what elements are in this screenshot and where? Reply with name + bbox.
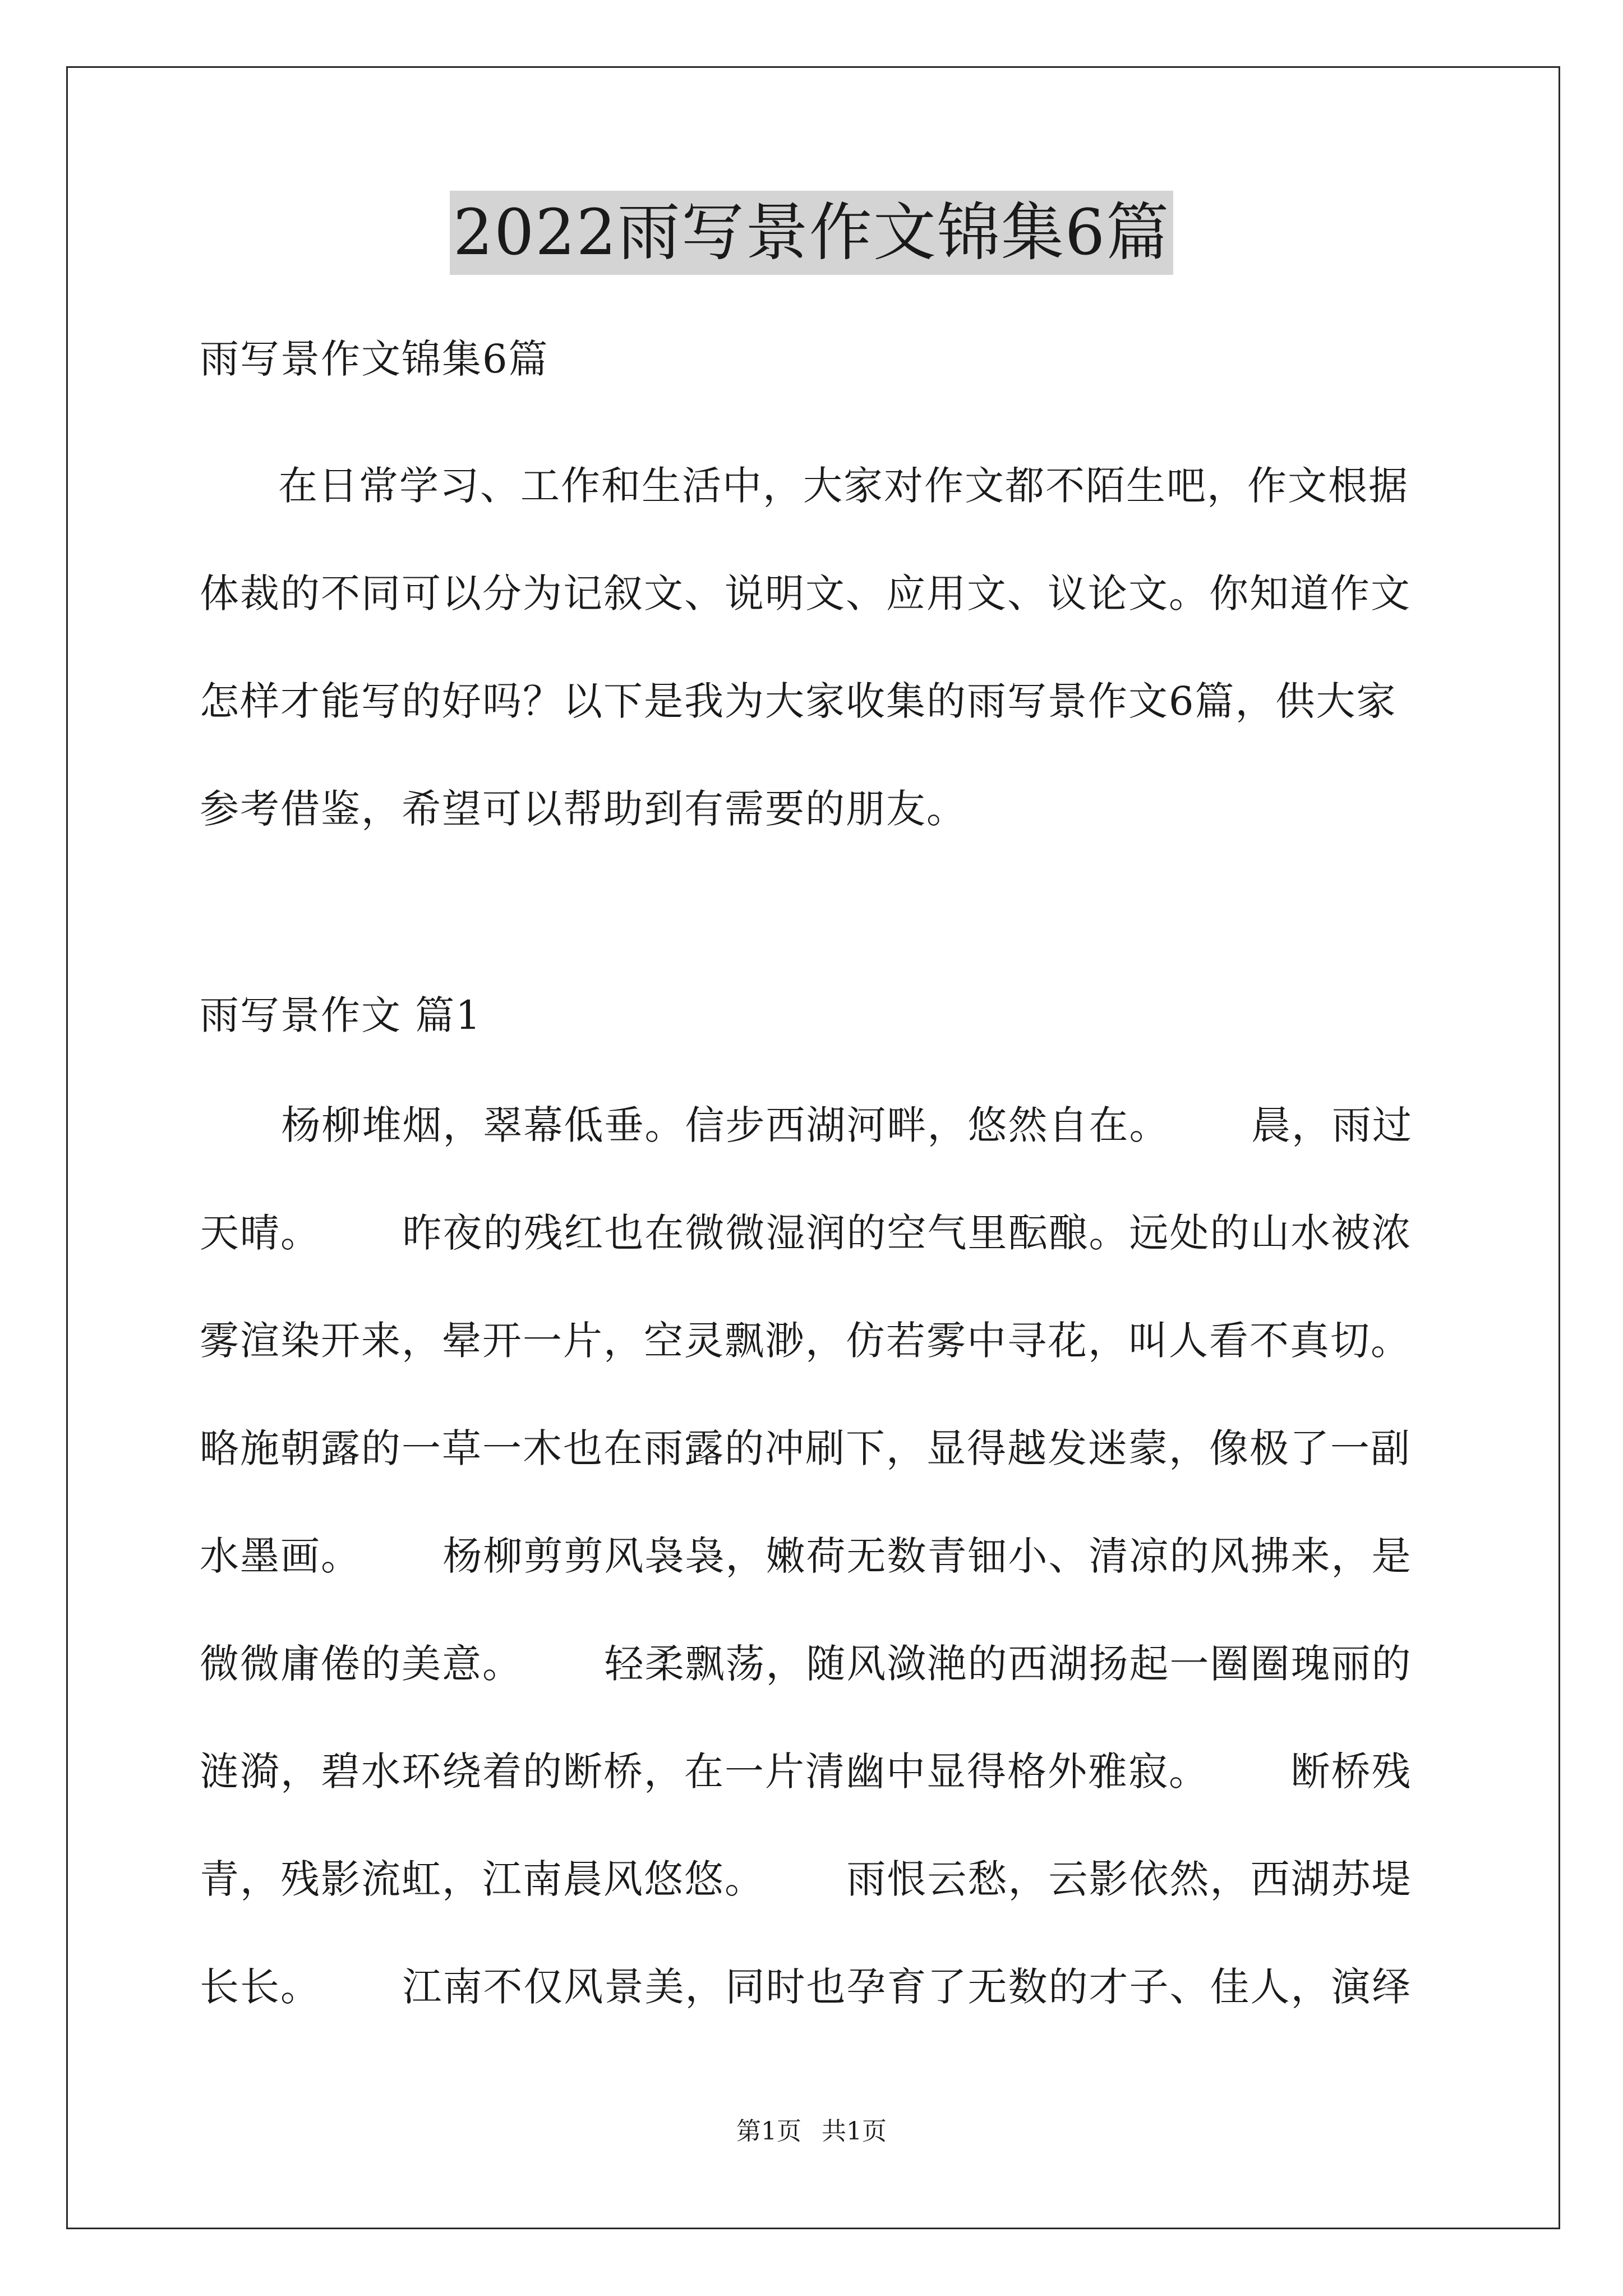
page-number-total: 共1页	[822, 2117, 887, 2146]
page-footer	[0, 2115, 1623, 2148]
intro-paragraph: 在日常学习、工作和生活中，大家对作文都不陌生吧，作文根据体裁的不同可以分为记叙文、说明文、应用文、议论文。你知道作文怎样才能写的好吗？以下是我为大家收集的雨写景作文6篇，供大家参考借鉴，希望可以帮助到有需要的朋友。	[200, 463, 1411, 832]
section-heading: 雨写景作文 篇1	[200, 992, 482, 1038]
page-number-current: 第1页	[736, 2117, 801, 2146]
document-title: 2022雨写景作文锦集6篇	[450, 191, 1173, 275]
document-subtitle: 雨写景作文锦集6篇	[200, 336, 549, 382]
section-body-paragraph: 杨柳堆烟，翠幕低垂。信步西湖河畔，悠然自在。 晨，雨过天晴。 昨夜的残红也在微微湿润的空气里酝酿。远处的山水被浓雾渲染开来，晕开一片，空灵飘渺，仿若雾中寻花，叫人看不真切。略施朝露的一草一木也在雨露的冲刷下，显得越发迷蒙，像极了一副水墨画。 杨柳剪剪风袅袅，嫩荷无数青钿小、清凉的风拂来，是微微庸倦的美意。 轻柔飘荡，随风潋滟的西湖扬起一圈圈瑰丽的涟漪，碧水环绕着的断桥，在一片清幽中显得格外雅寂。 断桥残青，残影流虹，江南晨风悠悠。 雨恨云愁，云影依然，西湖苏堤长长。 江南不仅风景美，同时也孕育了无数的才子、佳人，演绎	[200, 1102, 1413, 2010]
title-container	[0, 191, 1623, 275]
